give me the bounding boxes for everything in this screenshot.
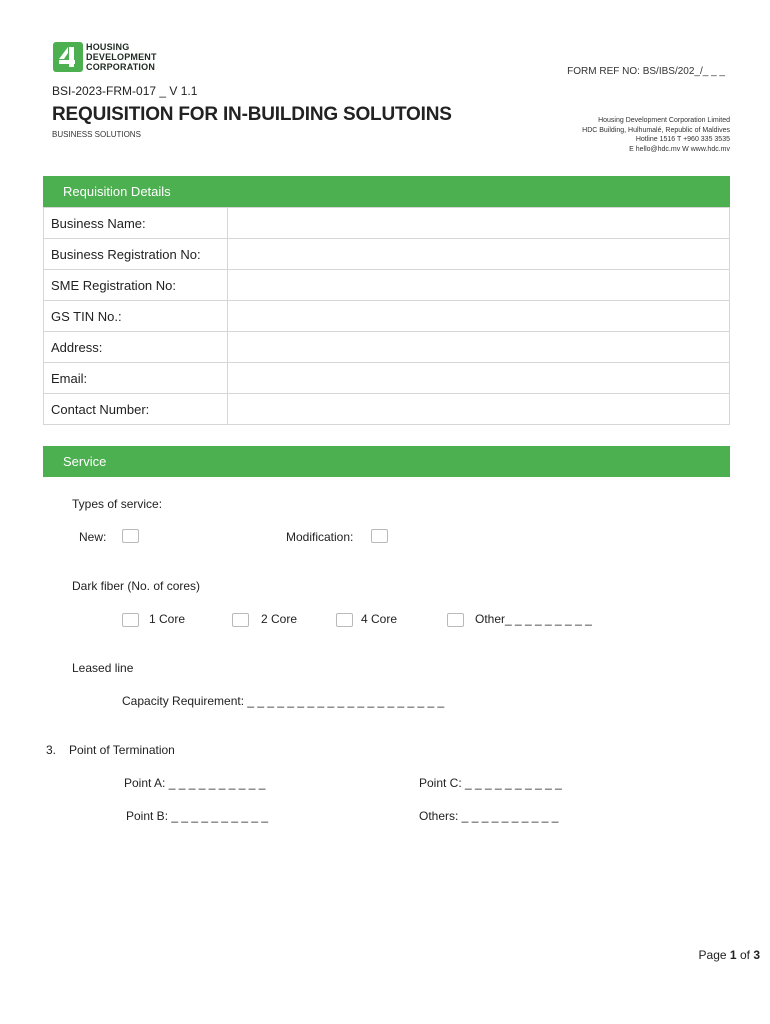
table-row <box>44 208 730 239</box>
page-of: of <box>739 948 750 962</box>
core-2-label: 2 Core <box>261 612 298 626</box>
business-name-label: Business Name: <box>44 208 228 239</box>
table-row <box>44 301 730 332</box>
new-checkbox[interactable] <box>122 529 139 543</box>
company-line: Hotline 1516 T +960 335 3535 <box>635 136 730 144</box>
contact-number-label: Contact Number: <box>44 394 228 425</box>
point-c-field[interactable]: Point C: _ _ _ _ _ _ _ _ _ _ <box>419 776 562 790</box>
business-name-input[interactable] <box>228 208 730 239</box>
logo-line: HOUSING <box>86 42 130 52</box>
gs-tin-label: GS TIN No.: <box>44 301 228 332</box>
logo-wordmark <box>86 42 157 72</box>
email-label: Email: <box>44 363 228 394</box>
company-line: Housing Development Corporation Limited <box>598 117 730 124</box>
contact-number-input[interactable] <box>228 394 730 425</box>
page-number <box>699 948 760 962</box>
gs-tin-input[interactable] <box>228 301 730 332</box>
sme-registration-input[interactable] <box>228 270 730 301</box>
page-prefix: Page <box>698 948 727 962</box>
requisition-details-table <box>43 207 730 425</box>
core-2-checkbox[interactable] <box>232 613 249 627</box>
core-1-label: 1 Core <box>149 612 186 626</box>
hdc-logo-icon <box>53 42 83 72</box>
logo-line: CORPORATION <box>86 62 156 72</box>
point-of-termination-label: Point of Termination <box>69 743 175 757</box>
core-4-checkbox[interactable] <box>336 613 353 627</box>
core-4-label: 4 Core <box>361 612 398 626</box>
leased-line-label: Leased line <box>72 661 134 675</box>
page-total: 3 <box>753 948 760 962</box>
core-1-checkbox[interactable] <box>122 613 139 627</box>
table-row <box>44 332 730 363</box>
types-of-service-label: Types of service: <box>72 497 163 511</box>
termination-section-number: 3. <box>46 743 57 757</box>
table-row <box>44 394 730 425</box>
address-label: Address: <box>44 332 228 363</box>
others-field[interactable]: Others: _ _ _ _ _ _ _ _ _ _ <box>419 809 559 823</box>
service-header: Service <box>43 446 730 477</box>
company-line: E hello@hdc.mv W www.hdc.mv <box>629 145 730 153</box>
page-title: REQUISITION FOR IN-BUILDING SOLUTOINS <box>52 104 452 125</box>
table-row <box>44 270 730 301</box>
core-other-checkbox[interactable] <box>447 613 464 627</box>
document-code: BSI-2023-FRM-017 _ V 1.1 <box>52 84 198 98</box>
company-line: HDC Building, Hulhumalé, Republic of Maldives <box>582 126 730 134</box>
modification-label: Modification: <box>286 530 354 544</box>
capacity-requirement-field[interactable]: Capacity Requirement: _ _ _ _ _ _ _ _ _ _ _ _ _ _ _ _ _ _ _ _ <box>122 694 445 708</box>
page-subtitle: BUSINESS SOLUTIONS <box>52 130 141 139</box>
address-input[interactable] <box>228 332 730 363</box>
email-input[interactable] <box>228 363 730 394</box>
page-current: 1 <box>729 948 737 962</box>
dark-fiber-label: Dark fiber (No. of cores) <box>72 579 201 593</box>
table-row <box>44 239 730 270</box>
point-a-field[interactable]: Point A: _ _ _ _ _ _ _ _ _ _ <box>124 776 266 790</box>
table-row <box>44 363 730 394</box>
core-other-field[interactable]: Other_ _ _ _ _ _ _ _ _ <box>475 612 592 626</box>
logo-line: DEVELOPMENT <box>86 52 157 62</box>
new-label: New: <box>79 530 107 544</box>
business-registration-label: Business Registration No: <box>44 239 228 270</box>
point-b-field[interactable]: Point B: _ _ _ _ _ _ _ _ _ _ <box>126 809 269 823</box>
business-registration-input[interactable] <box>228 239 730 270</box>
company-address-block <box>582 116 730 154</box>
modification-checkbox[interactable] <box>371 529 388 543</box>
sme-registration-label: SME Registration No: <box>44 270 228 301</box>
requisition-details-header: Requisition Details <box>43 176 730 207</box>
form-ref-number: FORM REF NO: BS/IBS/202_/_ _ _ <box>567 66 725 77</box>
